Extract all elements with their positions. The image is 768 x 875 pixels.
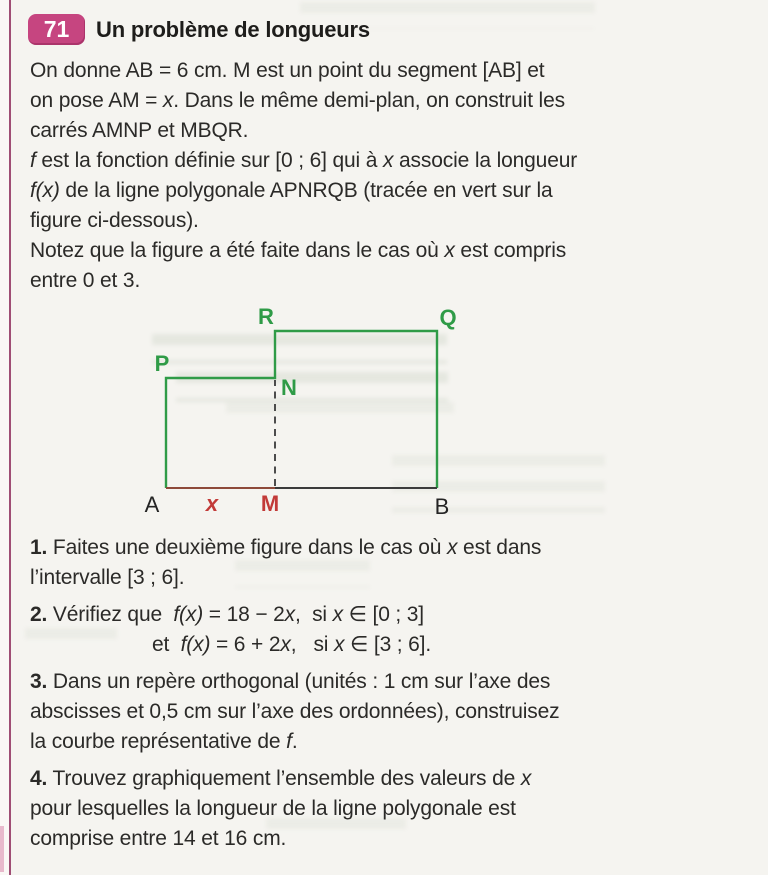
intro-line: On donne AB = 6 cm. M est un point du segment [AB] et: [30, 59, 545, 82]
polyline-APNRQB: [166, 331, 437, 488]
question-line: comprise entre 14 et 16 cm.: [30, 827, 287, 850]
exercise-header: [28, 14, 370, 45]
intro-line: f(x) de la ligne polygonale APNRQB (tracée en vert sur la: [30, 179, 553, 202]
questions-list: [30, 533, 630, 861]
label-N: N: [281, 375, 297, 400]
page-margin-rule: [9, 0, 11, 875]
intro-paragraph: [30, 56, 630, 296]
question-2: [30, 600, 630, 660]
page-margin-strip: [0, 0, 9, 875]
intro-line: carrés AMNP et MBQR.: [30, 119, 249, 142]
question-line: pour lesquelles la longueur de la ligne polygonale est: [30, 797, 516, 820]
label-B: B: [434, 494, 450, 519]
intro-line: f est la fonction définie sur [0 ; 6] qui à x associe la longueur: [30, 149, 578, 172]
label-P: P: [154, 351, 170, 376]
figure-svg: [130, 298, 470, 530]
exercise-number-badge: 71: [28, 14, 85, 45]
intro-line: Notez que la figure a été faite dans le cas où x est compris: [30, 239, 567, 262]
question-line: et f(x) = 6 + 2x, si x ∈ [3 ; 6].: [152, 633, 432, 656]
intro-line: on pose AM = x. Dans le même demi-plan, on construit les: [30, 89, 565, 112]
question-line: l’intervalle [3 ; 6].: [30, 566, 185, 589]
scan-artifact-margin-tick: [0, 826, 4, 872]
question-1: [30, 533, 630, 593]
question-line: 2. Vérifiez que f(x) = 18 − 2x, si x ∈ [0 ; 3]: [30, 603, 424, 626]
label-A: A: [144, 492, 160, 517]
intro-line: figure ci-dessous).: [30, 209, 199, 232]
question-line: abscisses et 0,5 cm sur l’axe des ordonnées), construisez: [30, 700, 560, 723]
exercise-title: Un problème de longueurs: [96, 16, 370, 42]
intro-line: entre 0 et 3.: [30, 269, 141, 292]
geometry-figure: [130, 298, 470, 530]
question-4: [30, 764, 630, 854]
question-line: 1. Faites une deuxième figure dans le cas où x est dans: [30, 536, 542, 559]
question-line: 3. Dans un repère orthogonal (unités : 1 cm sur l’axe des: [30, 670, 551, 693]
label-R: R: [258, 304, 274, 329]
label-Q: Q: [439, 305, 457, 330]
question-3: [30, 667, 630, 757]
question-line: 4. Trouvez graphiquement l’ensemble des valeurs de x: [30, 767, 532, 790]
question-line: la courbe représentative de f.: [30, 730, 298, 753]
label-x: x: [205, 491, 219, 516]
label-M: M: [260, 491, 280, 516]
